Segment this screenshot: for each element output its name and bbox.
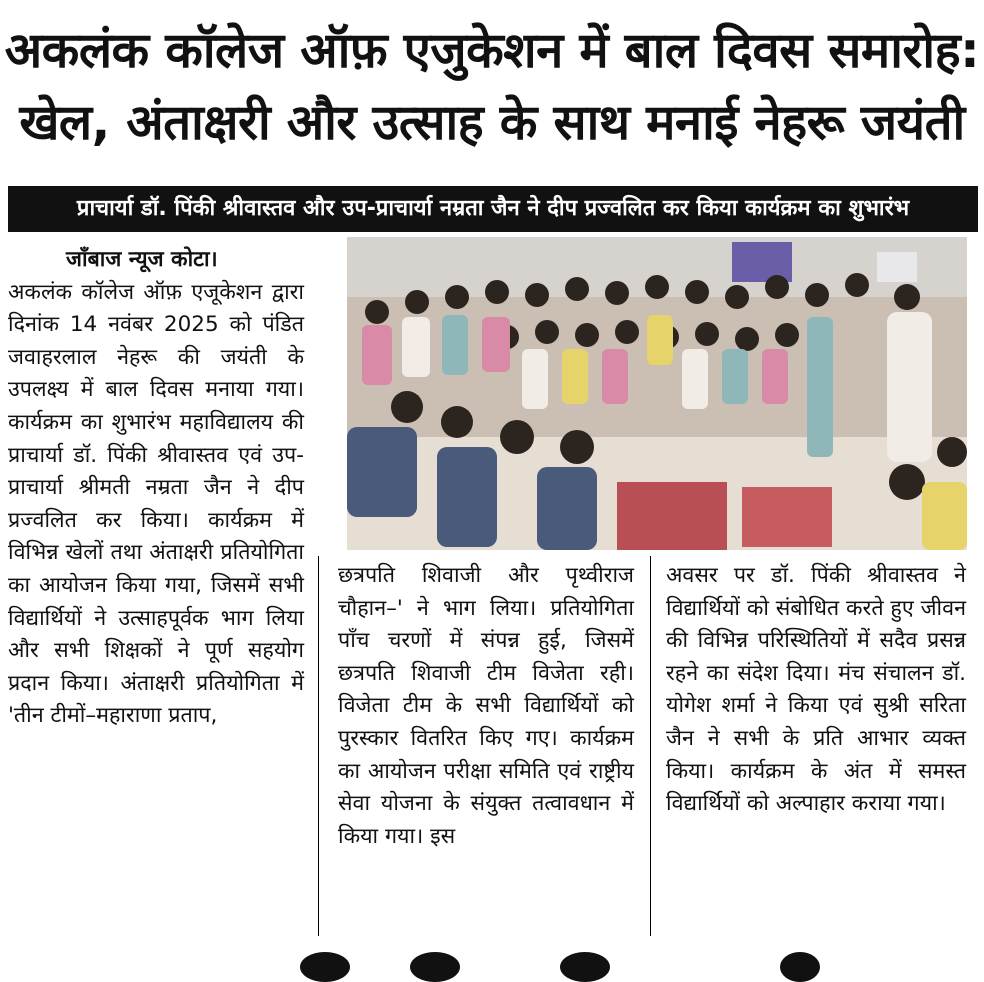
group-photo-illustration: [347, 237, 967, 550]
headline-line-2: खेल, अंताक्षरी और उत्साह के साथ मनाई नेहरू जयंती: [19, 94, 965, 151]
footer-fragment: [780, 952, 820, 982]
footer-fragment: [300, 952, 350, 982]
article-text-column-3: अवसर पर डॉ. पिंकी श्रीवास्तव ने विद्यार्थियों को संबोधित करते हुए जीवन की विभिन्न परिस्थितियों में सदैव प्रसन्न रहने का संदेश दिया। मंच संचालन डॉ. योगेश शर्मा ने किया एवं सुश्री सरिता जैन ने सभी के प्रति आभार व्यक्त किया। कार्यक्रम के अंत में समस्त विद्यार्थियों को अल्पाहार कराया गया।: [666, 563, 966, 817]
article-column-3: [666, 560, 966, 821]
footer-fragment: [560, 952, 610, 982]
column-divider-1: [318, 556, 319, 936]
article-text-column-1: अकलंक कॉलेज ऑफ़ एजूकेशन द्वारा दिनांक 14 नवंबर 2025 को पंडित जवाहरलाल नेहरू की जयंती के उपलक्ष्य में बाल दिवस मनाया गया। कार्यक्रम का शुभारंभ महाविद्यालय की प्राचार्या डॉ. पिंकी श्रीवास्तव एवं उप-प्राचार्या श्रीमती नम्रता जैन ने दीप प्रज्वलित कर किया। कार्यक्रम में विभिन्न खेलों तथा अंताक्षरी प्रतियोगिता का आयोजन किया गया, जिसमें सभी विद्यार्थियों ने उत्साहपूर्वक भाग लिया और सभी शिक्षकों ने पूर्ण सहयोग प्रदान किया। अंताक्षरी प्रतियोगिता में 'तीन टीमों–महाराणा प्रताप,: [8, 279, 304, 729]
column-divider-2: [650, 556, 651, 936]
footer-fragment: [410, 952, 460, 982]
group-photo: [347, 237, 967, 550]
article-column-1: [8, 244, 304, 733]
article-column-2: [338, 560, 634, 853]
article-text-column-2: छत्रपति शिवाजी और पृथ्वीराज चौहान–' ने भाग लिया। प्रतियोगिता पाँच चरणों में संपन्न हुई, जिसमें छत्रपति शिवाजी टीम विजेता रही। विजेता टीम के सभी विद्यार्थियों को पुरस्कार वितरित किए गए। कार्यक्रम का आयोजन परीक्षा समिति एवं राष्ट्रीय सेवा योजना के संयुक्त तत्वावधान में किया गया। इस: [338, 563, 634, 849]
subheadline-bar: प्राचार्या डॉ. पिंकी श्रीवास्तव और उप-प्राचार्या नम्रता जैन ने दीप प्रज्वलित कर किया कार्यक्रम का शुभारंभ: [8, 186, 978, 232]
dateline: जाँबाज न्यूज कोटा।: [66, 247, 218, 272]
headline-line-1: अकलंक कॉलेज ऑफ़ एजुकेशन में बाल दिवस समारोह:: [4, 22, 980, 79]
